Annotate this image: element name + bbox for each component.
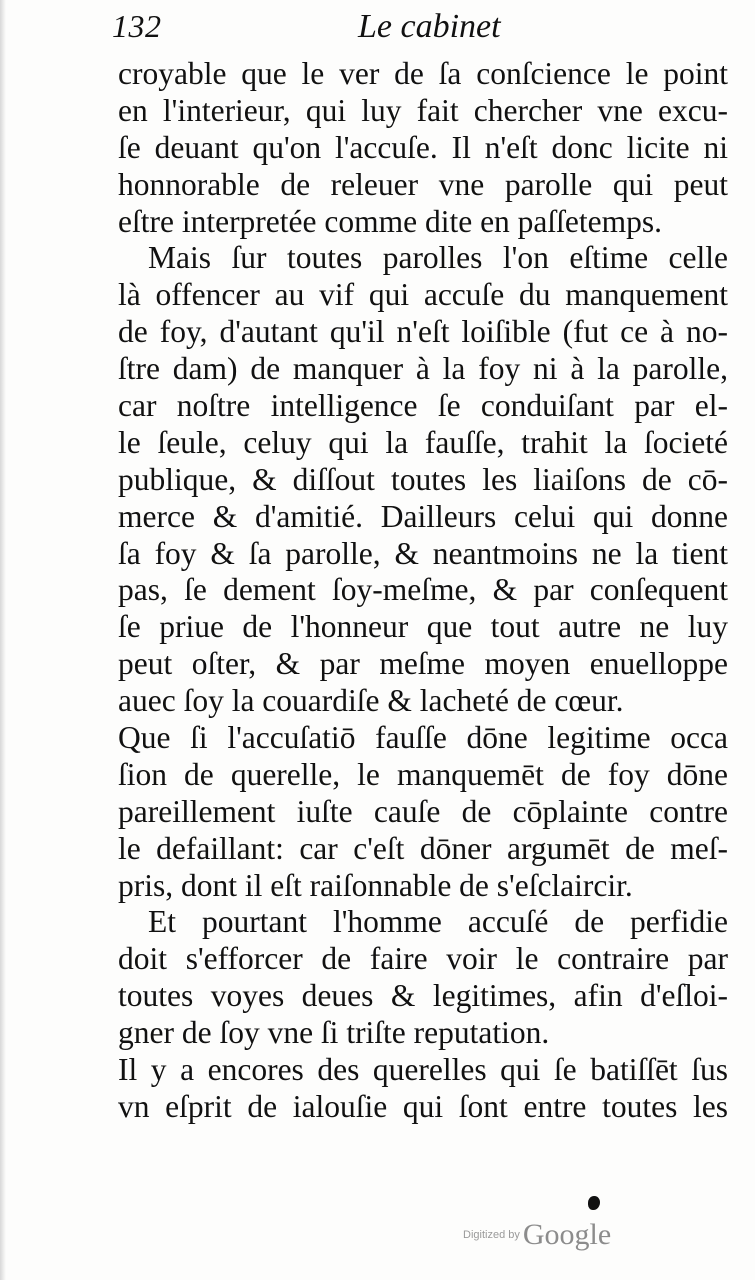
text-line: publique, & diſſout toutes les liaiſons de cō- bbox=[118, 461, 728, 497]
text-line: ſa foy & ſa parolle, & neantmoins ne la tient bbox=[118, 535, 728, 571]
text-line: pris, dont il eſt raiſonnable de s'eſclaircir. bbox=[118, 867, 633, 903]
running-head: Le cabinet bbox=[358, 8, 501, 45]
text-line: ſtre dam) de manquer à la foy ni à la parolle, bbox=[118, 351, 728, 387]
text-line: pareillement iuſte cauſe de cōplainte contre bbox=[118, 793, 728, 829]
text-line: ſe priue de l'honneur que tout autre ne luy bbox=[118, 609, 728, 645]
text-line: honnorable de releuer vne parolle qui peut bbox=[118, 166, 728, 202]
text-line: de foy, d'autant qu'il n'eſt loiſible (fut ce à no- bbox=[118, 314, 728, 350]
text-line: Que ſi l'accuſatiō fauſſe dōne legitime occa bbox=[118, 720, 728, 756]
text-line: merce & d'amitié. Dailleurs celui qui donne bbox=[118, 498, 728, 534]
text-line: Il y a encores des querelles qui ſe batiſſēt ſus bbox=[118, 1052, 728, 1088]
page-number: 132 bbox=[112, 8, 162, 44]
page-gutter-shadow bbox=[0, 0, 6, 1280]
text-line: ſion de querelle, le manquemēt de foy dōne bbox=[118, 756, 728, 792]
watermark-prefix: Digitized by bbox=[463, 1229, 520, 1241]
text-line: pas, ſe dement ſoy-meſme, & par conſequent bbox=[118, 572, 728, 608]
text-line: vn eſprit de ialouſie qui ſont entre toutes les bbox=[118, 1088, 728, 1124]
text-line: le defaillant: car c'eſt dōner argumēt de meſ- bbox=[118, 830, 728, 866]
text-line: doit s'efforcer de faire voir le contraire par bbox=[118, 941, 728, 977]
text-line: auec ſoy la couardiſe & lacheté de cœur. bbox=[118, 683, 624, 719]
text-line: Et pourtant l'homme accuſé de perfidie bbox=[148, 904, 728, 940]
text-line: le ſeule, celuy qui la fauſſe, trahit la ſocieté bbox=[118, 424, 728, 460]
text-line: ſe deuant qu'on l'accuſe. Il n'eſt donc licite ni bbox=[118, 129, 728, 165]
text-line: toutes voyes deues & legitimes, afin d'eſloi- bbox=[118, 978, 728, 1014]
watermark-brand: Google bbox=[522, 1218, 612, 1251]
text-line: Mais ſur toutes parolles l'on eſtime celle bbox=[148, 240, 728, 276]
body-text bbox=[118, 56, 728, 1126]
ink-blot bbox=[588, 1196, 600, 1210]
text-line: en l'interieur, qui luy fait chercher vne excu- bbox=[118, 92, 728, 128]
digitization-watermark bbox=[463, 1218, 611, 1252]
text-line: là offencer au vif qui accuſe du manquement bbox=[118, 277, 728, 313]
text-line: gner de ſoy vne ſi triſte reputation. bbox=[118, 1015, 550, 1051]
text-line: peut oſter, & par meſme moyen enuelloppe bbox=[118, 646, 728, 682]
text-line: croyable que le ver de ſa conſcience le point bbox=[118, 56, 728, 91]
text-line: car noſtre intelligence ſe conduiſant par el- bbox=[118, 388, 728, 424]
text-line: eſtre interpretée comme dite en paſſetemps. bbox=[118, 203, 663, 239]
